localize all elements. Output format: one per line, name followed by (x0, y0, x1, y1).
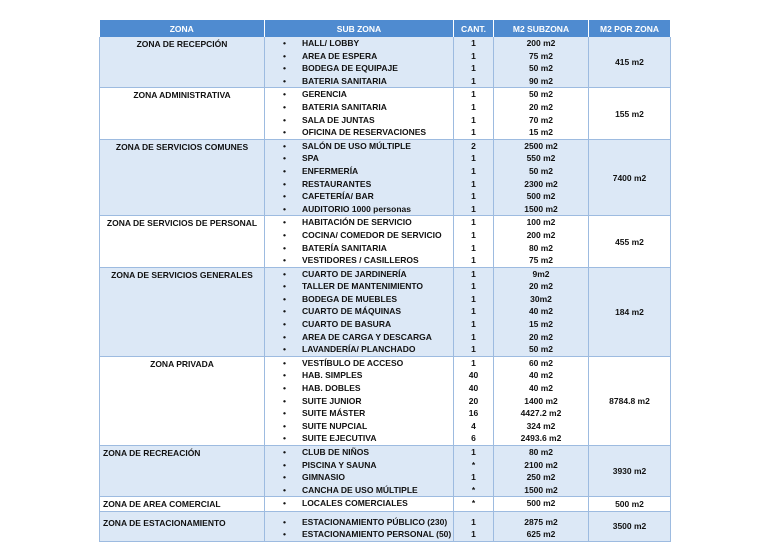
zone-name: ZONA DE RECEPCIÓN (136, 39, 228, 49)
sub-zone-label: BODEGA DE MUEBLES (302, 293, 398, 304)
zone-name-cell (100, 139, 265, 216)
sub-zone-item (265, 178, 453, 191)
sub-zone-item (265, 293, 453, 306)
header-m2-subzona: M2 SUBZONA (494, 20, 589, 37)
cant-value: 1 (471, 306, 476, 317)
sub-zone-label: SUITE JUNIOR (302, 395, 362, 406)
cant-value: 6 (471, 433, 476, 444)
sub-zone-label: BODEGA DE EQUIPAJE (302, 63, 398, 74)
cant-value: 1 (471, 242, 476, 253)
zone-row (100, 497, 671, 511)
sub-zone-label: ESTACIONAMIENTO PERSONAL (50) (302, 529, 452, 540)
sub-zone-label: SUITE EJECUTIVA (302, 433, 377, 444)
bullet-icon: • (283, 331, 286, 342)
cant-value: * (471, 498, 476, 509)
cant-value: 1 (471, 203, 476, 214)
cant-value: 1 (471, 447, 476, 457)
zone-total: 184 m2 (589, 267, 671, 356)
bullet-icon: • (283, 203, 286, 214)
m2-subzona-value: 50 m2 (528, 165, 554, 176)
sub-zone-item (265, 37, 453, 50)
sub-zone-cell (265, 497, 454, 511)
m2-subzona-value: 90 m2 (528, 75, 554, 86)
sub-zone-item (265, 497, 453, 510)
sub-zone-item (265, 484, 453, 497)
sub-zone-label: PISCINA Y SAUNA (302, 459, 377, 470)
bullet-icon: • (283, 255, 286, 266)
sub-zone-label: AREA DE CARGA Y DESCARGA (302, 331, 432, 342)
cant-cell (454, 267, 494, 356)
bullet-icon: • (283, 357, 286, 368)
zone-total: 8784.8 m2 (589, 356, 671, 445)
bullet-icon: • (283, 498, 286, 509)
zone-row (100, 446, 671, 497)
m2-subzona-value: 2300 m2 (524, 178, 558, 189)
sub-zone-label: AREA DE ESPERA (302, 50, 378, 61)
cant-value: 40 (468, 370, 479, 381)
cant-value: 1 (471, 516, 476, 527)
sub-zone-item (265, 331, 453, 344)
cant-value: 1 (471, 529, 476, 540)
cant-value: * (471, 484, 476, 495)
sub-zone-label: OFICINA DE RESERVACIONES (302, 127, 427, 138)
sub-zone-cell (265, 216, 454, 267)
bullet-icon: • (283, 306, 286, 317)
sub-zone-item (265, 114, 453, 127)
bullet-icon: • (283, 178, 286, 189)
sub-zone-label: GIMNASIO (302, 472, 345, 483)
cant-value: 1 (471, 89, 476, 100)
m2-subzona-value: 2875 m2 (524, 516, 558, 527)
zone-name-cell (100, 511, 265, 541)
bullet-icon: • (283, 408, 286, 419)
m2-subzona-value: 550 m2 (526, 153, 556, 164)
sub-zone-item (265, 101, 453, 114)
cant-value: 4 (471, 420, 476, 431)
m2-subzona-value: 2100 m2 (524, 459, 558, 470)
bullet-icon: • (283, 344, 286, 355)
sub-zone-label: SALÓN DE USO MÚLTIPLE (302, 140, 411, 151)
m2-subzona-value: 75 m2 (528, 50, 554, 61)
sub-zone-label: HAB. DOBLES (302, 383, 361, 394)
zone-name-cell (100, 446, 265, 497)
header-sub-zona: SUB ZONA (265, 20, 454, 37)
sub-zone-item (265, 268, 453, 281)
zone-name: ZONA DE SERVICIOS COMUNES (115, 141, 249, 152)
m2-subzona-value: 9m2 (532, 268, 550, 279)
bullet-icon: • (283, 268, 286, 279)
cant-cell (454, 139, 494, 216)
zone-name: ZONA PRIVADA (150, 358, 214, 369)
cant-value: 1 (471, 191, 476, 202)
cant-value: 1 (471, 63, 476, 74)
bullet-icon: • (283, 114, 286, 125)
m2-subzona-value: 20 m2 (528, 331, 554, 342)
m2-subzona-value: 80 m2 (528, 242, 554, 253)
zone-row (100, 511, 671, 541)
m2-subzona-value: 324 m2 (526, 420, 556, 431)
m2-subzona-value: 250 m2 (526, 472, 556, 483)
m2-subzona-cell (494, 356, 589, 445)
sub-zone-item (265, 382, 453, 395)
sub-zone-label: CUARTO DE BASURA (302, 319, 392, 330)
bullet-icon: • (283, 38, 286, 48)
cant-value: 1 (471, 281, 476, 292)
bullet-icon: • (283, 370, 286, 381)
m2-subzona-value: 2500 m2 (524, 140, 558, 151)
sub-zone-label: CUARTO DE JARDINERÍA (302, 268, 407, 279)
zone-name: ZONA ADMINISTRATIVA (133, 90, 231, 101)
m2-subzona-cell (494, 446, 589, 497)
zone-name: ZONA DE SERVICIOS DE PERSONAL (106, 218, 258, 229)
m2-subzona-cell (494, 511, 589, 541)
cant-value: 1 (471, 357, 476, 368)
sub-zone-cell (265, 88, 454, 139)
m2-subzona-value: 1500 m2 (524, 484, 558, 495)
sub-zone-label: CUARTO DE MÁQUINAS (302, 306, 402, 317)
m2-subzona-value: 15 m2 (528, 127, 554, 138)
cant-value: 1 (471, 217, 476, 228)
header-cant: CANT. (454, 20, 494, 37)
sub-zone-cell (265, 511, 454, 541)
zone-row (100, 216, 671, 267)
cant-value: 1 (471, 38, 476, 48)
cant-value: 1 (471, 331, 476, 342)
m2-subzona-value: 500 m2 (526, 498, 556, 509)
cant-value: 1 (471, 293, 476, 304)
bullet-icon: • (283, 50, 286, 61)
cant-value: 20 (468, 395, 479, 406)
sub-zone-label: SPA (302, 153, 319, 164)
cant-value: 1 (471, 75, 476, 86)
sub-zone-label: SUITE NUPCIAL (302, 420, 368, 431)
zone-name-cell (100, 37, 265, 88)
bullet-icon: • (283, 516, 286, 527)
cant-value: 1 (471, 229, 476, 240)
cant-cell (454, 88, 494, 139)
cant-cell (454, 216, 494, 267)
sub-zone-item (265, 190, 453, 203)
sub-zone-item (265, 459, 453, 472)
sub-zone-item (265, 242, 453, 255)
cant-value: 40 (468, 383, 479, 394)
sub-zone-item (265, 446, 453, 459)
m2-subzona-value: 50 m2 (528, 344, 554, 355)
sub-zone-label: RESTAURANTES (302, 178, 372, 189)
bullet-icon: • (283, 242, 286, 253)
bullet-icon: • (283, 89, 286, 100)
sub-zone-item (265, 62, 453, 75)
zone-row (100, 37, 671, 88)
sub-zone-item (265, 126, 453, 139)
sub-zone-cell (265, 267, 454, 356)
sub-zone-label: BATERÍA SANITARIA (302, 242, 387, 253)
cant-value: 1 (471, 178, 476, 189)
m2-subzona-value: 50 m2 (528, 63, 554, 74)
sub-zone-cell (265, 139, 454, 216)
sub-zone-label: CAFETERÍA/ BAR (302, 191, 374, 202)
m2-subzona-value: 500 m2 (526, 191, 556, 202)
sub-zone-item (265, 528, 453, 541)
zone-row (100, 356, 671, 445)
header-m2-por-zona: M2 POR ZONA (589, 20, 671, 37)
sub-zone-item (265, 343, 453, 356)
cant-cell (454, 446, 494, 497)
bullet-icon: • (283, 383, 286, 394)
cant-cell (454, 511, 494, 541)
bullet-icon: • (283, 281, 286, 292)
sub-zone-label: HABITACIÓN DE SERVICIO (302, 217, 412, 228)
sub-zone-label: SUITE MÁSTER (302, 408, 366, 419)
m2-subzona-value: 20 m2 (528, 281, 554, 292)
sub-zone-label: CLUB DE NIÑOS (302, 447, 370, 457)
bullet-icon: • (283, 153, 286, 164)
bullet-icon: • (283, 140, 286, 151)
m2-subzona-value: 2493.6 m2 (520, 433, 562, 444)
sub-zone-item (265, 50, 453, 63)
m2-subzona-value: 20 m2 (528, 101, 554, 112)
zone-total: 7400 m2 (589, 139, 671, 216)
m2-subzona-cell (494, 267, 589, 356)
m2-subzona-value: 1500 m2 (524, 203, 558, 214)
sub-zone-item (265, 305, 453, 318)
m2-subzona-cell (494, 37, 589, 88)
sub-zone-label: BATERIA SANITARIA (302, 75, 387, 86)
bullet-icon: • (283, 293, 286, 304)
sub-zone-label: ENFERMERÍA (302, 165, 359, 176)
sub-zone-item (265, 280, 453, 293)
cant-value: 1 (471, 153, 476, 164)
table-header (100, 20, 671, 37)
table-body (100, 37, 671, 541)
bullet-icon: • (283, 101, 286, 112)
sub-zone-item (265, 75, 453, 88)
cant-value: * (471, 459, 476, 470)
sub-zone-cell (265, 446, 454, 497)
sub-zone-label: ESTACIONAMIENTO PÚBLICO (230) (302, 516, 448, 527)
m2-subzona-value: 75 m2 (528, 255, 554, 266)
m2-subzona-value: 40 m2 (528, 306, 554, 317)
m2-subzona-cell (494, 497, 589, 511)
bullet-icon: • (283, 319, 286, 330)
zone-total: 415 m2 (589, 37, 671, 88)
cant-value: 16 (468, 408, 479, 419)
sub-zone-item (265, 203, 453, 216)
m2-subzona-value: 30m2 (530, 293, 552, 304)
sub-zone-item (265, 420, 453, 433)
cant-value: 1 (471, 472, 476, 483)
m2-subzona-value: 60 m2 (528, 357, 554, 368)
zone-name-cell (100, 497, 265, 511)
zone-total: 455 m2 (589, 216, 671, 267)
bullet-icon: • (283, 484, 286, 495)
cant-cell (454, 37, 494, 88)
bullet-icon: • (283, 75, 286, 86)
zone-name-cell (100, 267, 265, 356)
bullet-icon: • (283, 63, 286, 74)
cant-cell (454, 356, 494, 445)
sub-zone-cell (265, 37, 454, 88)
cant-value: 1 (471, 165, 476, 176)
sub-zone-label: SALA DE JUNTAS (302, 114, 375, 125)
sub-zone-label: COCINA/ COMEDOR DE SERVICIO (302, 229, 442, 240)
sub-zone-item (265, 318, 453, 331)
zone-total: 500 m2 (589, 497, 671, 511)
sub-zone-label: CANCHA DE USO MÚLTIPLE (302, 484, 418, 495)
sub-zone-item (265, 254, 453, 267)
cant-value: 2 (471, 140, 476, 151)
zone-name-cell (100, 356, 265, 445)
m2-subzona-value: 40 m2 (528, 370, 554, 381)
m2-subzona-cell (494, 139, 589, 216)
m2-subzona-value: 80 m2 (528, 447, 554, 457)
cant-value: 1 (471, 268, 476, 279)
m2-subzona-value: 625 m2 (526, 529, 556, 540)
cant-value: 1 (471, 127, 476, 138)
m2-subzona-value: 70 m2 (528, 114, 554, 125)
zone-name: ZONA DE ESTACIONAMIENTO (103, 517, 226, 528)
bullet-icon: • (283, 459, 286, 470)
sub-zone-item (265, 369, 453, 382)
bullet-icon: • (283, 127, 286, 138)
sub-zone-item (265, 407, 453, 420)
sub-zone-item (265, 140, 453, 153)
bullet-icon: • (283, 529, 286, 540)
cant-value: 1 (471, 50, 476, 61)
bullet-icon: • (283, 395, 286, 406)
bullet-icon: • (283, 191, 286, 202)
sub-zone-item (265, 229, 453, 242)
zone-total: 155 m2 (589, 88, 671, 139)
m2-subzona-cell (494, 216, 589, 267)
cant-value: 1 (471, 114, 476, 125)
sub-zone-label: BATERIA SANITARIA (302, 101, 387, 112)
sub-zone-label: AUDITORIO 1000 personas (302, 203, 411, 214)
sub-zone-item (265, 165, 453, 178)
sub-zone-item (265, 395, 453, 408)
zone-name: ZONA DE AREA COMERCIAL (103, 499, 221, 510)
m2-subzona-value: 40 m2 (528, 383, 554, 394)
sub-zone-label: HAB. SIMPLES (302, 370, 363, 381)
sub-zone-item (265, 152, 453, 165)
zone-total: 3500 m2 (589, 511, 671, 541)
m2-subzona-value: 15 m2 (528, 319, 554, 330)
m2-subzona-cell (494, 88, 589, 139)
m2-subzona-value: 200 m2 (526, 38, 556, 48)
sub-zone-item (265, 216, 453, 229)
zone-name-cell (100, 88, 265, 139)
bullet-icon: • (283, 447, 286, 457)
header-zona: ZONA (100, 20, 265, 37)
bullet-icon: • (283, 217, 286, 228)
bullet-icon: • (283, 433, 286, 444)
sub-zone-item (265, 357, 453, 370)
sub-zone-item (265, 516, 453, 529)
bullet-icon: • (283, 420, 286, 431)
zone-name: ZONA DE SERVICIOS GENERALES (111, 269, 253, 280)
cant-value: 1 (471, 319, 476, 330)
sub-zone-label: TALLER DE MANTENIMIENTO (302, 281, 424, 292)
sub-zone-label: VESTÍBULO DE ACCESO (302, 357, 404, 368)
sub-zone-label: HALL/ LOBBY (302, 38, 360, 48)
m2-subzona-value: 4427.2 m2 (520, 408, 562, 419)
sub-zone-cell (265, 356, 454, 445)
zone-row (100, 267, 671, 356)
zone-row (100, 88, 671, 139)
sub-zone-label: LAVANDERÍA/ PLANCHADO (302, 344, 416, 355)
sub-zone-label: LOCALES COMERCIALES (302, 498, 408, 509)
cant-value: 1 (471, 101, 476, 112)
m2-subzona-value: 50 m2 (528, 89, 554, 100)
bullet-icon: • (283, 165, 286, 176)
cant-cell (454, 497, 494, 511)
bullet-icon: • (283, 472, 286, 483)
zone-name-cell (100, 216, 265, 267)
zones-table (99, 20, 671, 542)
m2-subzona-value: 1400 m2 (524, 395, 558, 406)
sub-zone-item (265, 432, 453, 445)
sub-zone-label: VESTIDORES / CASILLEROS (302, 255, 419, 266)
sub-zone-item (265, 471, 453, 484)
bullet-icon: • (283, 229, 286, 240)
cant-value: 1 (471, 255, 476, 266)
sub-zone-item (265, 88, 453, 101)
m2-subzona-value: 100 m2 (526, 217, 556, 228)
cant-value: 1 (471, 344, 476, 355)
zone-name: ZONA DE RECREACIÓN (103, 448, 201, 458)
zone-row (100, 139, 671, 216)
m2-subzona-value: 200 m2 (526, 229, 556, 240)
zone-total: 3930 m2 (589, 446, 671, 497)
sub-zone-label: GERENCIA (302, 89, 347, 100)
